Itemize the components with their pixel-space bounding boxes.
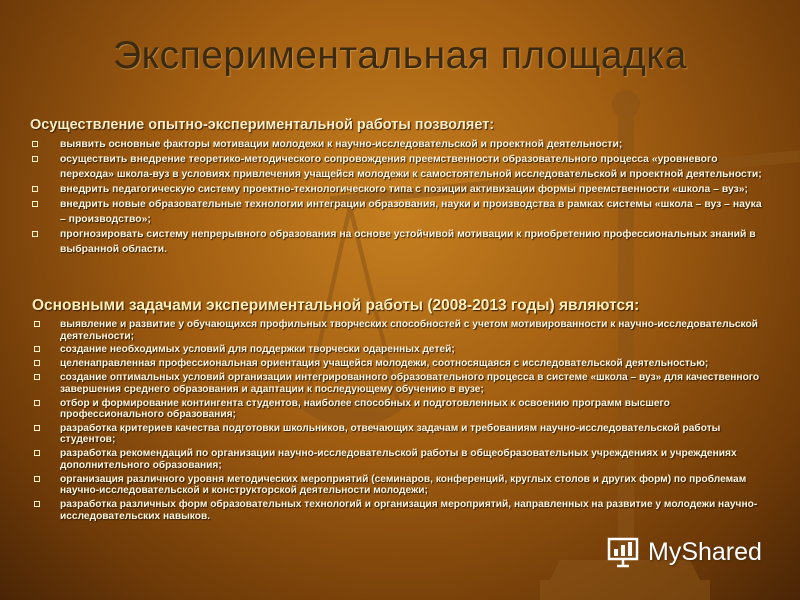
list-item-text: создание необходимых условий для поддержки творчески одаренных детей; [60,344,455,356]
list-item-text: отбор и формирование контингента студентов, наиболее способных и подготовленных к освоению программ высшего профессионального образования; [60,397,670,421]
list-item-text: разработка критериев качества подготовки школьников, отвечающих задачам и требованиям научно-исследовательской работы студентов; [60,422,721,446]
square-bullet-icon [34,501,40,507]
square-bullet-icon [32,141,38,147]
square-bullet-icon [34,425,40,431]
square-bullet-icon [32,186,38,192]
list-item-text: разработка различных форм образовательных технологий и организация мероприятий, направленных на развитие у молодежи научно-исследовательских навыков. [60,499,758,522]
square-bullet-icon [34,400,40,406]
list-item-text: осуществить внедрение теоретико-методического сопровождения преемственности образовательного процесса «уровневого перехода» школа-вуз в условиях привлечения учащейся молодежи к самостоятельной исследовательской и проектной деятельности; [60,154,762,180]
list-item [30,319,770,342]
section-opportunities [30,117,770,257]
section-heading: Осуществление опытно-экспериментальной работы позволяет: [30,117,495,133]
list-item-text: создание оптимальных условий организации интегрированного образовательного процесса в системе «школа – вуз» для качественного завершения среднего образования и адаптации к последующему обучению в вузе; [60,372,760,395]
list-item [30,499,770,522]
list-item [30,227,770,257]
list-item-text: прогнозировать систему непрерывного образования на основе устойчивой мотивации к приобретению профессиональных знаний в выбранной области. [60,229,756,255]
bullet-list [30,137,770,257]
list-item [30,448,770,471]
square-bullet-icon [34,450,40,456]
section-heading: Основными задачами экспериментальной работы (2008-2013 годы) являются: [32,297,640,314]
list-item [30,197,770,227]
page-title: Экспериментальная площадка [113,34,687,77]
square-bullet-icon [34,476,40,482]
list-item-text: выявить основные факторы мотивации молодежи к научно-исследовательской и проектной деятельности; [60,139,623,150]
list-item-text: разработка рекомендаций по организации научно-исследовательской работы в общеобразовательных учреждениях и учреждениях дополнительного образования; [60,448,737,471]
presentation-board-icon [606,536,642,568]
list-item [30,372,770,395]
list-item-text: организация различного уровня методических мероприятий (семинаров, конференций, круглых столов и других форм) по проблемам научно-исследовательской и конструкторской деятельности молодежи; [60,473,747,497]
list-item [30,344,770,356]
square-bullet-icon [34,346,40,352]
list-item-text: выявление и развитие у обучающихся профильных творческих способностей с учетом мотивированности к научно-исследовательской деятельности; [60,319,758,342]
square-bullet-icon [34,360,40,366]
list-item [30,358,770,370]
list-item [30,137,770,152]
square-bullet-icon [32,201,38,207]
square-bullet-icon [34,321,40,327]
list-item [30,182,770,197]
list-item [30,474,770,497]
list-item [30,152,770,182]
myshared-logo[interactable] [606,536,762,568]
list-item [30,423,770,446]
list-item-text: целенаправленная профессиональная ориентация учащейся молодежи, соотносящаяся с исследовательской деятельностью; [60,358,709,370]
square-bullet-icon [32,231,38,237]
square-bullet-icon [32,156,38,162]
square-bullet-icon [34,374,40,380]
list-item-text: внедрить педагогическую систему проектно-технологического типа с позиции активизации формы преемственности «школа – вуз»; [60,184,749,195]
logo-text: MyShared [648,537,762,566]
section-tasks [30,297,770,525]
list-item [30,398,770,421]
bullet-list [30,319,770,522]
list-item-text: внедрить новые образовательные технологии интеграции образования, науки и производства в рамках системы «школа – вуз – наука – производство»; [60,199,762,225]
